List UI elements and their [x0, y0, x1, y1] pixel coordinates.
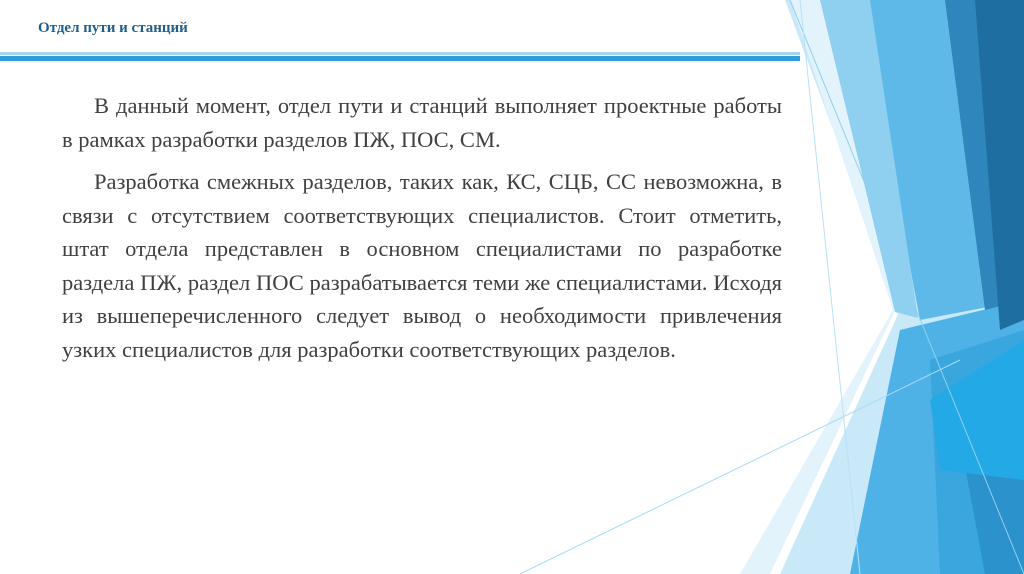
- slide-title: Отдел пути и станций: [38, 20, 188, 36]
- slide-body: [62, 89, 782, 375]
- body-paragraph: В данный момент, отдел пути и станций выполняет проектные работы в рамках разработки разделов ПЖ, ПОС, СМ.: [62, 93, 782, 152]
- title-rule-accent: [0, 56, 800, 61]
- title-rule-light: [0, 52, 800, 55]
- body-paragraph: Разработка смежных разделов, таких как, КС, СЦБ, СС невозможна, в связи с отсутствием соответствующих специалистов. Стоит отметить, штат отдела представлен в основном специалистами по разработке раздела ПЖ, раздел ПОС разрабатывается теми же специалистами. Исходя из вышеперечисленного следует вывод о необходимости привлечения узких специалистов для разработки соответствующих разделов.: [62, 169, 782, 362]
